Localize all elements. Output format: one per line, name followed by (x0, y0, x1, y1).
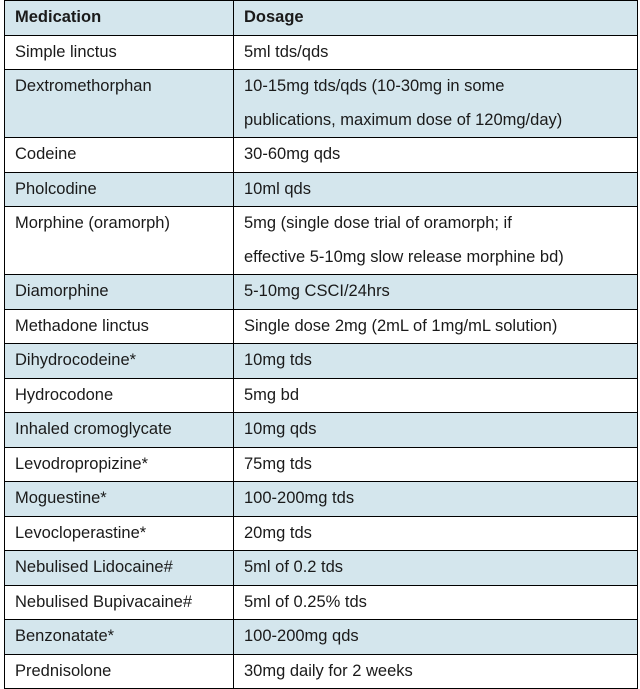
table-row (5, 207, 638, 275)
table-row (5, 344, 638, 379)
dosage-cell: 100-200mg qds (234, 620, 638, 655)
table-row (5, 447, 638, 482)
medication-cell: Hydrocodone (5, 378, 234, 413)
table-row (5, 172, 638, 207)
table-row (5, 585, 638, 620)
medication-cell: Levocloperastine* (5, 516, 234, 551)
medication-cell: Nebulised Lidocaine# (5, 551, 234, 586)
dosage-cell (234, 70, 638, 138)
dosage-cell: 10ml qds (234, 172, 638, 207)
medication-cell: Pholcodine (5, 172, 234, 207)
dosage-cell: 5ml of 0.25% tds (234, 585, 638, 620)
table-row (5, 70, 638, 138)
medication-cell: Inhaled cromoglycate (5, 413, 234, 448)
table-header-row (5, 1, 638, 36)
dosage-cell (234, 207, 638, 275)
dosage-line: 10-15mg tds/qds (10-30mg in some (244, 77, 505, 95)
dosage-cell: 10mg qds (234, 413, 638, 448)
header-medication: Medication (5, 1, 234, 36)
medication-cell: Dihydrocodeine* (5, 344, 234, 379)
dosage-cell: 75mg tds (234, 447, 638, 482)
header-dosage: Dosage (234, 1, 638, 36)
table-row (5, 378, 638, 413)
dosage-cell: 30mg daily for 2 weeks (234, 654, 638, 689)
table-row (5, 482, 638, 517)
table-row (5, 516, 638, 551)
table-row (5, 35, 638, 70)
table-row (5, 620, 638, 655)
medication-cell: Dextromethorphan (5, 70, 234, 138)
dosage-cell: Single dose 2mg (2mL of 1mg/mL solution) (234, 309, 638, 344)
medication-cell: Nebulised Bupivacaine# (5, 585, 234, 620)
dosage-cell: 100-200mg tds (234, 482, 638, 517)
medication-cell: Levodropropizine* (5, 447, 234, 482)
dosage-cell: 20mg tds (234, 516, 638, 551)
medication-cell: Codeine (5, 138, 234, 173)
table-row (5, 309, 638, 344)
medication-cell: Simple linctus (5, 35, 234, 70)
table-row (5, 551, 638, 586)
medication-cell: Diamorphine (5, 275, 234, 310)
table-row (5, 413, 638, 448)
dosage-line: effective 5-10mg slow release morphine bd) (244, 247, 564, 266)
medication-cell: Moguestine* (5, 482, 234, 517)
medication-dosage-table (4, 0, 638, 689)
table-row (5, 138, 638, 173)
dosage-line: publications, maximum dose of 120mg/day) (244, 110, 563, 129)
dosage-cell: 5mg bd (234, 378, 638, 413)
dosage-cell: 5ml of 0.2 tds (234, 551, 638, 586)
dosage-cell: 30-60mg qds (234, 138, 638, 173)
table-row (5, 275, 638, 310)
table-row (5, 654, 638, 689)
dosage-cell: 5-10mg CSCI/24hrs (234, 275, 638, 310)
dosage-cell: 5ml tds/qds (234, 35, 638, 70)
medication-cell: Prednisolone (5, 654, 234, 689)
medication-cell: Methadone linctus (5, 309, 234, 344)
medication-cell: Benzonatate* (5, 620, 234, 655)
dosage-line: 5mg (single dose trial of oramorph; if (244, 214, 512, 232)
medication-cell: Morphine (oramorph) (5, 207, 234, 275)
dosage-cell: 10mg tds (234, 344, 638, 379)
